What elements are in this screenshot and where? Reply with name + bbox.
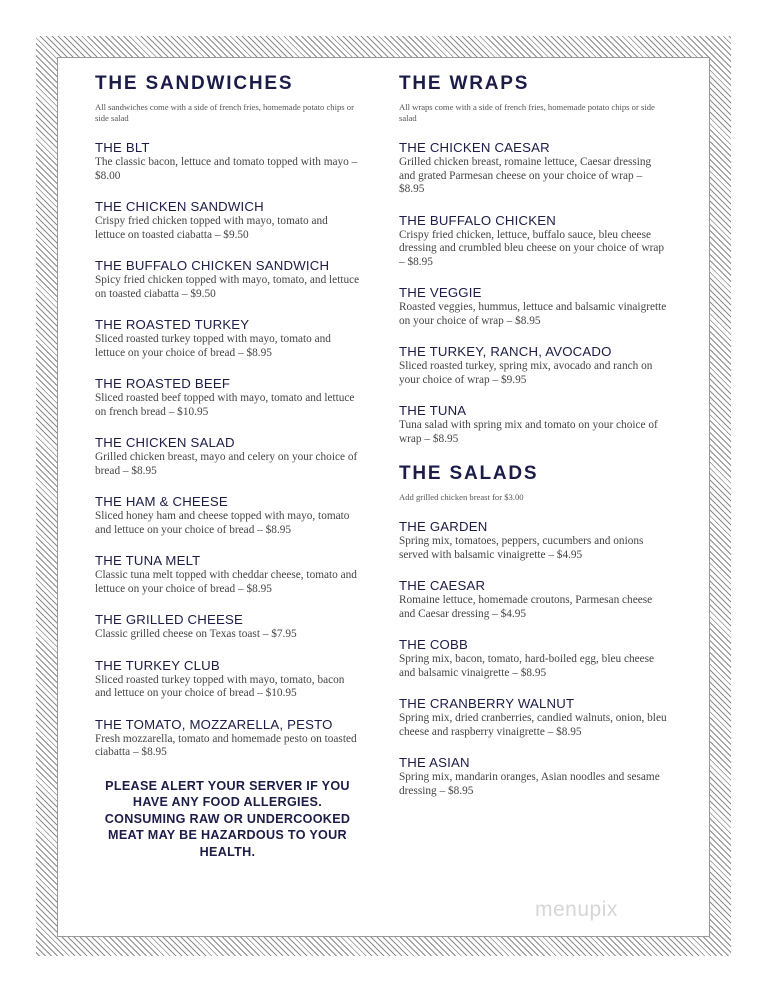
item-name: THE GARDEN (399, 519, 488, 534)
item-name: THE CHICKEN SALAD (95, 435, 235, 450)
menu-item (399, 519, 669, 562)
item-description: Sliced roasted turkey topped with mayo, tomato and lettuce on your choice of bread – $8.95 (95, 333, 331, 359)
item-name: THE TURKEY CLUB (95, 657, 220, 673)
item-name: THE BUFFALO CHICKEN (399, 212, 556, 228)
item-name: THE TUNA MELT (95, 553, 201, 568)
section-note: All sandwiches come with a side of french fries, homemade potato chips or side salad (95, 102, 354, 123)
item-description: Romaine lettuce, homemade croutons, Parmesan cheese and Caesar dressing – $4.95 (399, 594, 653, 620)
menu-item (95, 658, 360, 701)
section-title: THE SALADS (399, 463, 539, 484)
item-description: Crispy fried chicken topped with mayo, tomato and lettuce on toasted ciabatta – $9.50 (95, 215, 328, 241)
item-name: THE TURKEY, RANCH, AVOCADO (399, 344, 612, 359)
menu-item (399, 578, 669, 621)
item-name: THE VEGGIE (399, 285, 482, 300)
item-name: THE CAESAR (399, 578, 486, 593)
allergy-notice: PLEASE ALERT YOUR SERVER IF YOU HAVE ANY FOOD ALLERGIES. CONSUMING RAW OR UNDERCOOKED MEAT MAY BE HAZARDOUS TO YOUR HEALTH. (104, 778, 351, 859)
menu-item (95, 199, 360, 242)
menupix-watermark: menupix (535, 898, 618, 921)
sandwiches-section (95, 72, 360, 860)
section-note: All wraps come with a side of french fries, homemade potato chips or side salad (399, 102, 655, 123)
menu-item (95, 717, 360, 760)
item-description: Classic tuna melt topped with cheddar cheese, tomato and lettuce on your choice of bread – $8.95 (95, 569, 357, 595)
item-description: Spicy fried chicken topped with mayo, tomato, and lettuce on toasted ciabatta – $9.50 (95, 274, 360, 300)
item-description: Spring mix, tomatoes, peppers, cucumbers and onions served with balsamic vinaigrette – $4.95 (399, 535, 644, 561)
menu-item (95, 435, 360, 478)
menu-item (399, 140, 669, 197)
salads-section (399, 462, 669, 798)
item-description: Tuna salad with spring mix and tomato on your choice of wrap – $8.95 (399, 419, 658, 445)
item-description: Crispy fried chicken, lettuce, buffalo sauce, bleu cheese dressing and crumbled bleu cheese on your choice of wrap – $8.95 (399, 228, 665, 268)
item-name: THE TOMATO, MOZZARELLA, PESTO (95, 716, 333, 732)
menu-item (95, 376, 360, 419)
item-description: Sliced honey ham and cheese topped with mayo, tomato and lettuce on your choice of bread – $8.95 (95, 510, 350, 536)
section-title: THE WRAPS (399, 73, 530, 94)
menu-item (399, 755, 669, 798)
item-name: THE CHICKEN SANDWICH (95, 199, 264, 214)
item-description: Sliced roasted turkey, spring mix, avocado and ranch on your choice of wrap – $9.95 (399, 360, 653, 386)
item-description: The classic bacon, lettuce and tomato topped with mayo – $8.00 (95, 156, 358, 182)
item-name: THE TUNA (399, 403, 467, 418)
item-description: Spring mix, bacon, tomato, hard-boiled egg, bleu cheese and balsamic vinaigrette – $8.95 (399, 653, 655, 679)
menu-item (95, 258, 360, 301)
item-description: Spring mix, dried cranberries, candied walnuts, onion, bleu cheese and raspberry vinaigrette – $8.95 (399, 712, 667, 738)
menu-item (95, 612, 360, 642)
section-title: THE SANDWICHES (95, 73, 294, 94)
item-description: Spring mix, mandarin oranges, Asian noodles and sesame dressing – $8.95 (399, 771, 660, 797)
menu-item (399, 696, 669, 739)
menu-item (95, 140, 360, 183)
item-description: Sliced roasted beef topped with mayo, tomato and lettuce on french bread – $10.95 (95, 392, 355, 418)
menu-item (399, 403, 669, 446)
menu-item (399, 637, 669, 680)
item-description: Grilled chicken breast, mayo and celery on your choice of bread – $8.95 (95, 451, 358, 477)
item-description: Fresh mozzarella, tomato and homemade pesto on toasted ciabatta – $8.95 (95, 732, 357, 758)
menu-item (399, 285, 669, 328)
menu-item (399, 213, 669, 270)
item-name: THE GRILLED CHEESE (95, 612, 243, 627)
item-name: THE BLT (95, 140, 150, 155)
item-name: THE HAM & CHEESE (95, 494, 228, 509)
item-description: Sliced roasted turkey topped with mayo, tomato, bacon and lettuce on your choice of bread – $10.95 (95, 673, 345, 699)
section-note: Add grilled chicken breast for $3.00 (399, 492, 524, 502)
menu-item (399, 344, 669, 387)
menu-item (95, 494, 360, 537)
menu-item (95, 317, 360, 360)
item-name: THE ROASTED TURKEY (95, 317, 250, 332)
menu-item (95, 553, 360, 596)
item-name: THE ASIAN (399, 755, 470, 770)
item-description: Classic grilled cheese on Texas toast – $7.95 (95, 628, 297, 640)
item-description: Grilled chicken breast, romaine lettuce, Caesar dressing and grated Parmesan cheese on your choice of wrap – $8.95 (399, 156, 652, 195)
wraps-section (399, 72, 669, 814)
item-name: THE BUFFALO CHICKEN SANDWICH (95, 258, 330, 273)
item-description: Roasted veggies, hummus, lettuce and balsamic vinaigrette on your choice of wrap – $8.95 (399, 301, 667, 327)
item-name: THE COBB (399, 637, 469, 652)
item-name: THE ROASTED BEEF (95, 376, 231, 391)
item-name: THE CRANBERRY WALNUT (399, 696, 575, 711)
item-name: THE CHICKEN CAESAR (399, 140, 550, 155)
